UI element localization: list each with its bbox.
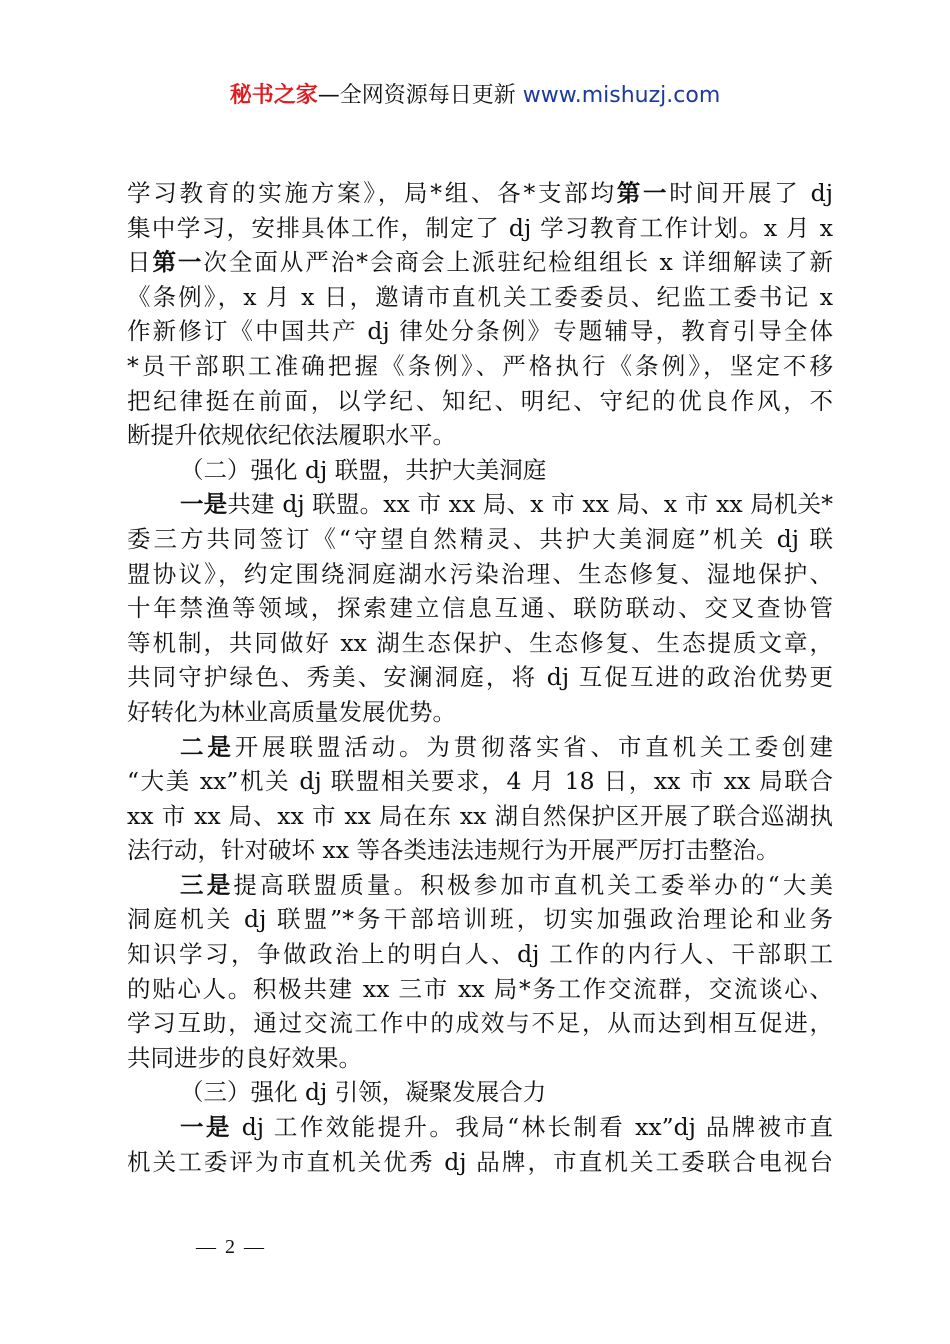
text-line: 作新修订《中国共产 dj 律处分条例》专题辅导，教育引导全体 — [127, 317, 833, 346]
site-url[interactable]: www.mishuzj.com — [522, 83, 721, 108]
text-line: “大美 xx”机关 dj 联盟相关要求，4 月 18 日，xx 市 xx 局联合 — [127, 767, 833, 796]
text-line: 断提升依规依纪依法履职水平。 — [127, 421, 456, 450]
text-line: 共同守护绿色、秀美、安澜洞庭，将 dj 互促互进的政治优势更 — [127, 663, 833, 692]
text-line: 法行动，针对破坏 xx 等各类违法违规行为开展严厉打击整治。 — [127, 836, 780, 865]
brand-name: 秘书之家 — [229, 83, 318, 108]
text-line: 二是开展联盟活动。为贯彻落实省、市直机关工委创建 — [180, 732, 834, 761]
text-line: 好转化为林业高质量发展优势。 — [127, 697, 456, 726]
text-line: 的贴心人。积极共建 xx 三市 xx 局*务工作交流群，交流谈心、 — [127, 974, 833, 1003]
text-line: 学习互助，通过交流工作中的成效与不足，从而达到相互促进， — [127, 1009, 833, 1038]
header-slogan: —全网资源每日更新 — [317, 83, 523, 108]
text-line: *员干部职工准确把握《条例》、严格执行《条例》，坚定不移 — [127, 351, 833, 380]
text-line: 一是 dj 工作效能提升。我局“林长制看 xx”dj 品牌被市直 — [180, 1113, 833, 1142]
site-header — [0, 80, 950, 112]
section-heading: （二）强化 dj 联盟，共护大美洞庭 — [180, 455, 547, 484]
text-line: 等机制，共同做好 xx 湖生态保护、生态修复、生态提质文章， — [127, 628, 833, 657]
text-line: 一是共建 dj 联盟。xx 市 xx 局、x 市 xx 局、x 市 xx 局机关* — [180, 490, 834, 519]
text-line: 机关工委评为市直机关优秀 dj 品牌，市直机关工委联合电视台 — [127, 1147, 833, 1176]
text-line: 日第一次全面从严治*会商会上派驻纪检组组长 x 详细解读了新 — [127, 248, 833, 277]
text-line: 把纪律挺在前面，以学纪、知纪、明纪、守纪的优良作风，不 — [127, 386, 833, 415]
section-heading: （三）强化 dj 引领，凝聚发展合力 — [180, 1078, 547, 1107]
text-line: 知识学习，争做政治上的明白人、dj 工作的内行人、干部职工 — [127, 940, 833, 969]
page-number: — 2 — — [196, 1236, 266, 1258]
text-line: 盟协议》，约定围绕洞庭湖水污染治理、生态修复、湿地保护、 — [127, 559, 833, 588]
text-line: 集中学习，安排具体工作，制定了 dj 学习教育工作计划。x 月 x — [127, 213, 833, 242]
document-body — [127, 176, 833, 1179]
text-line: 委三方共同签订《“守望自然精灵、共护大美洞庭”机关 dj 联 — [127, 524, 833, 553]
text-line: 学习教育的实施方案》，局*组、各*支部均第一时间开展了 dj — [127, 179, 834, 207]
text-line: 洞庭机关 dj 联盟”*务干部培训班，切实加强政治理论和业务 — [127, 905, 833, 934]
text-line: 十年禁渔等领域，探索建立信息互通、联防联动、交叉查协管 — [127, 594, 833, 623]
text-line: xx 市 xx 局、xx 市 xx 局在东 xx 湖自然保护区开展了联合巡湖执 — [127, 801, 833, 830]
text-line: 共同进步的良好效果。 — [127, 1043, 362, 1072]
text-line: 《条例》，x 月 x 日，邀请市直机关工委委员、纪监工委书记 x — [127, 282, 833, 311]
text-line: 三是提高联盟质量。积极参加市直机关工委举办的“大美 — [180, 870, 834, 899]
